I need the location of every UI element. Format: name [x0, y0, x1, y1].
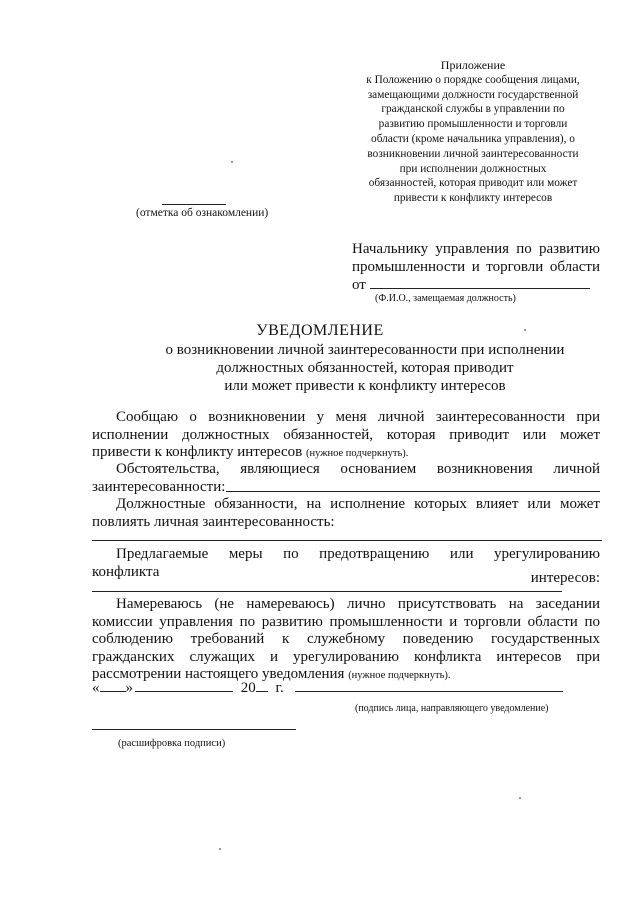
signature-fill-line: [295, 678, 563, 692]
duties-fill-line: [92, 540, 602, 541]
appendix-line: при исполнении должностных: [399, 162, 547, 175]
paragraph-line: [92, 444, 600, 463]
scan-speck: [519, 797, 521, 799]
paragraph-line: Предлагаемые меры по предотвращению или урегулированию: [116, 546, 600, 562]
paragraph-text: конфликта: [92, 563, 160, 580]
paragraph-line: [92, 563, 600, 586]
signature-decode-note: (расшифровка подписи): [118, 738, 226, 749]
from-label: от: [352, 277, 366, 293]
paragraph-line: Сообщаю о возникновении у меня личной заинтересованности при: [116, 409, 600, 425]
fio-note: (Ф.И.О., замещаемая должность): [375, 293, 516, 304]
appendix-line: области (кроме начальника управления), о: [371, 132, 575, 145]
signature-note: (подпись лица, направляющего уведомление): [355, 703, 549, 714]
from-fill-line: [370, 276, 590, 289]
appendix-line: к Положению о порядке сообщения лицами,: [366, 73, 580, 86]
underline-hint: (нужное подчеркнуть).: [348, 670, 451, 681]
paragraph-duties: [92, 496, 600, 531]
scan-speck: [524, 329, 526, 331]
addressee-block: [352, 240, 600, 294]
acknowledgement-note: (отметка об ознакомлении): [136, 207, 269, 219]
addressee-line-1: Начальнику управления по развитию: [352, 241, 600, 257]
document-title: УВЕДОМЛЕНИЕ: [256, 322, 384, 339]
subtitle-line: или может привести к конфликту интересов: [224, 378, 506, 394]
scan-speck: [219, 848, 221, 850]
paragraph-line: соблюдению требований к служебному поведению государственных: [92, 631, 600, 647]
month-fill-line: [135, 678, 233, 692]
appendix-line: замещающими должности государственной: [367, 88, 579, 101]
subtitle-line: о возникновении личной заинтересованности при исполнении: [165, 342, 565, 358]
circumstances-fill-line: [226, 491, 600, 492]
appendix-line: привести к конфликту интересов: [393, 192, 553, 205]
paragraph-text: рассмотрении настоящего уведомления: [92, 666, 345, 682]
paragraph-line: Должностные обязанности, на исполнение которых влияет или может: [116, 496, 600, 512]
year-suffix: г.: [275, 680, 284, 696]
measures-fill-line: [92, 591, 562, 592]
paragraph-text: привести к конфликту интересов: [92, 444, 303, 460]
date-close-quote: »: [125, 680, 133, 696]
document-subtitle: [140, 341, 590, 395]
paragraph-report: [92, 409, 600, 463]
appendix-line: возникновении личной заинтересованности: [367, 147, 579, 160]
appendix-heading: Приложение: [440, 58, 506, 72]
scan-speck: [231, 161, 233, 163]
appendix-line: гражданской службы в управлении по: [381, 103, 565, 116]
appendix-block: [338, 58, 608, 206]
paragraph-line: заинтересованности:: [92, 478, 226, 495]
paragraph-line: повлиять личная заинтересованность:: [92, 513, 335, 530]
year-fill-line: [256, 678, 268, 692]
addressee-from: [352, 276, 600, 294]
paragraph-measures: [92, 546, 600, 586]
paragraph-line: Намереваюсь (не намереваюсь) лично присутствовать на заседании: [116, 596, 600, 612]
addressee-line-2: промышленности и торговли области: [352, 259, 600, 275]
underline-hint: (нужное подчеркнуть).: [306, 448, 409, 459]
day-fill-line: [100, 678, 126, 692]
paragraph-line: Обстоятельства, являющиеся основанием возникновения личной: [116, 461, 600, 477]
date-row: [92, 678, 602, 697]
signature-decode-line: [92, 729, 296, 730]
paragraph-text: интересов:: [530, 569, 600, 586]
appendix-line: обязанностей, которая приводит или может: [368, 177, 578, 190]
appendix-line: развитию промышленности и торговли: [378, 118, 568, 131]
paragraph-intention: [92, 596, 600, 685]
date-open-quote: «: [92, 680, 100, 696]
year-prefix: 20: [240, 680, 256, 696]
paragraph-line: комиссии управления по развитию промышленности и торговли области по: [92, 613, 600, 630]
paragraph-line: гражданских служащих и урегулированию конфликта интересов при: [92, 648, 600, 665]
acknowledgement-line: [162, 204, 226, 205]
subtitle-line: должностных обязанностей, которая приводит: [216, 360, 514, 376]
paragraph-line: исполнении должностных обязанностей, которая приводит или может: [92, 426, 600, 443]
